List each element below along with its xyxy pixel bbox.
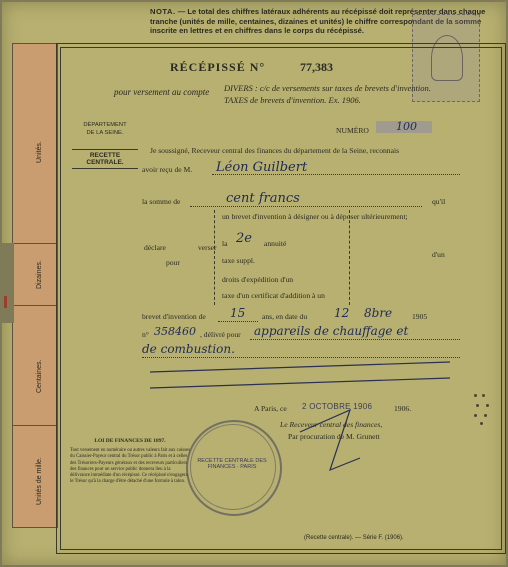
- loi-text: Tout versement en numéraire ou autres valeurs fait aux caisses du Caissier-Payeur central du Trésor public à Paris et à celles des Trésoriers-Payeurs généraux et des receveurs particuliers des finances pour un service public donnera lieu à la délivrance immédiate d'un récépissé. Ce récépissé n'engagera le Trésor qu'à la charge d'être détaché d'une formule à talon.: [70, 448, 190, 485]
- dun-label: d'un: [432, 250, 445, 259]
- intro-text: Je soussigné, Receveur central des finances du département de la Seine, reconnais: [150, 146, 400, 155]
- a-paris-label: A Paris, ce: [254, 404, 287, 413]
- date-year: 1905: [412, 312, 428, 321]
- perforation-marks: [470, 392, 500, 432]
- loi-finances-block: [70, 438, 190, 485]
- signature-year: 1906.: [394, 404, 412, 413]
- loi-heading: LOI DE FINANCES DE 1897.: [94, 438, 166, 444]
- delivre-label: , délivré pour: [200, 330, 241, 339]
- date-day: 12: [334, 306, 350, 320]
- brevet-number: 358460: [154, 325, 196, 338]
- stub-label-dizaines: Dizaines.: [36, 260, 43, 289]
- receveur-label: Le Receveur central des finances,: [280, 420, 383, 429]
- n-label: n°: [142, 330, 149, 339]
- numero-value: 100: [396, 120, 417, 133]
- stub-label-centaines: Centaines.: [36, 359, 43, 393]
- compte-line-2: TAXES de brevets d'invention. Ex. 1906.: [224, 95, 361, 105]
- nota-text: NOTA. — Le total des chiffres latéraux adhérents au récépissé doit représenter dans chaque tranche (unités de mille, centaines, dizaines et unités) le chiffre correspondant de la somme inscrite en lettres et en chiffres dans le corps du récépissé.: [150, 7, 486, 36]
- quil-label: qu'il: [432, 197, 446, 206]
- stub-label-unites: Unités.: [36, 141, 43, 163]
- departement-label: DÉPARTEMENT DE LA SEINE.: [83, 122, 127, 136]
- somme-label: la somme de: [142, 197, 181, 206]
- objet-line-1-text: appareils de chauffage et: [254, 324, 409, 338]
- taxe-suppl-label: taxe suppl.: [222, 256, 255, 265]
- avoir-recu-label: avoir reçu de M.: [142, 165, 193, 174]
- stub-label-mille: Unités de mille.: [36, 457, 43, 505]
- declare-label: déclare: [144, 243, 166, 252]
- pour-label: pour: [166, 258, 180, 267]
- objet-line-2-text: de combustion.: [142, 342, 235, 356]
- compte-line-1: DIVERS : c/c de versements sur taxes de brevets d'invention.: [224, 83, 431, 93]
- footer-serie: (Recette centrale). — Série F. (1906).: [304, 535, 404, 541]
- droits-label: droits d'expédition d'un: [222, 275, 294, 284]
- seal-text: RECETTE CENTRALE DES FINANCES · PARIS: [197, 458, 267, 470]
- numero-label: NUMÉRO: [336, 126, 369, 135]
- brevet-invention-label: brevet d'invention de: [142, 312, 206, 321]
- la-label: la: [222, 239, 228, 248]
- recette-centrale-label: RECETTE CENTRALE.: [72, 149, 138, 169]
- date-month: 8bre: [364, 306, 393, 320]
- annuite-label: annuité: [264, 239, 287, 248]
- taxe-certificat-label: taxe d'un certificat d'addition à un: [222, 291, 325, 300]
- procuration-label: Par procuration de M. Grunett: [288, 432, 380, 441]
- receipt-number: 77,383: [300, 60, 333, 74]
- verser-label: verser: [198, 243, 217, 252]
- ans-date-label: ans, en date du: [262, 312, 308, 321]
- date-stamp: 2 OCTOBRE 1906: [302, 402, 373, 411]
- annuite-value: 2e: [236, 231, 252, 246]
- receipt-title: RÉCÉPISSÉ N°: [170, 60, 266, 74]
- brevet-line: un brevet d'invention à désigner ou à déposer ultérieurement;: [222, 212, 408, 221]
- somme-value: cent francs: [226, 191, 300, 206]
- payer-name: Léon Guilbert: [216, 160, 308, 175]
- ans-value: 15: [230, 306, 246, 320]
- versement-label: pour versement au compte: [114, 87, 210, 97]
